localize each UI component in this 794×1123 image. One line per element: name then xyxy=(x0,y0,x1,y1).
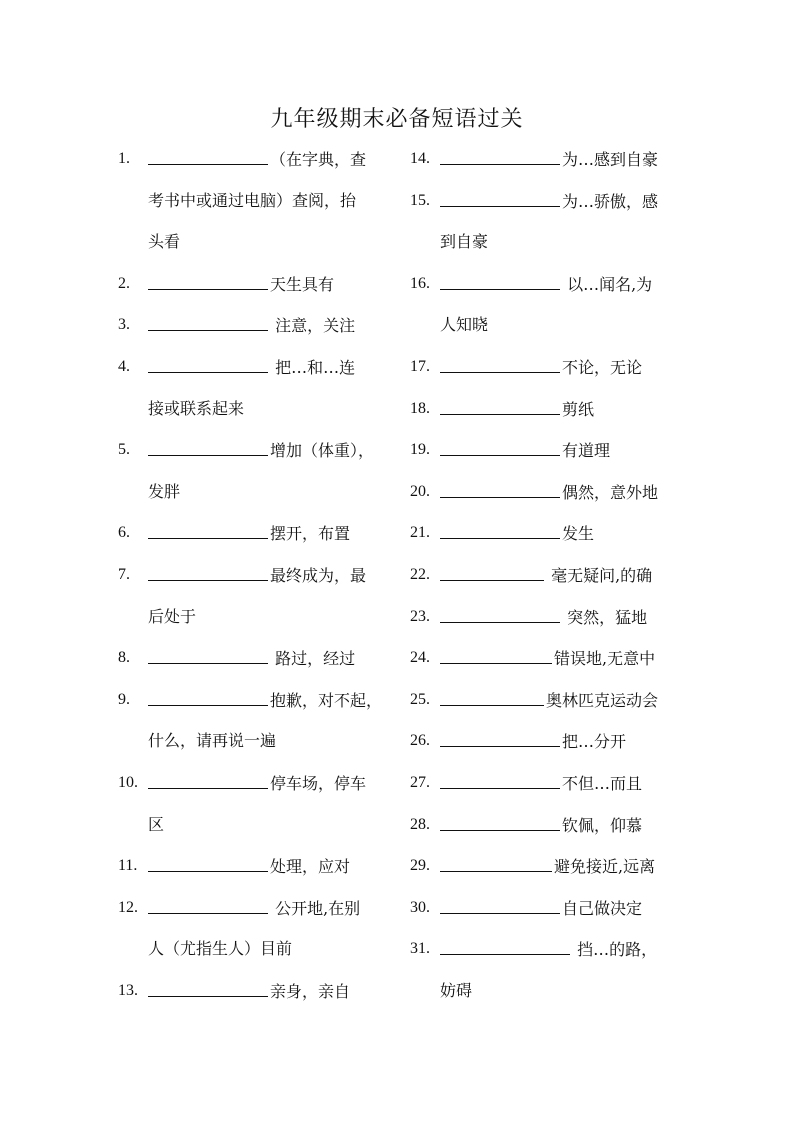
item-number: 21. xyxy=(410,524,430,542)
list-item xyxy=(118,519,388,561)
item-text: 突然，猛地 xyxy=(562,607,648,627)
list-item xyxy=(118,977,388,1019)
item-number: 29. xyxy=(410,857,430,875)
answer-blank[interactable] xyxy=(148,311,268,331)
item-text-continued: 到自豪 xyxy=(440,232,489,252)
item-number: 30. xyxy=(410,898,430,916)
item-text: 为…骄傲，感 xyxy=(562,191,659,211)
item-text: 避免接近,远离 xyxy=(554,857,656,877)
item-number: 23. xyxy=(410,607,430,625)
item-text: 毫无疑问,的确 xyxy=(546,565,653,585)
answer-blank[interactable] xyxy=(148,561,268,581)
item-text-continued: 考书中或通过电脑）查阅，抬 xyxy=(148,190,357,210)
item-number: 6. xyxy=(118,524,130,542)
list-item xyxy=(118,311,388,353)
answer-blank[interactable] xyxy=(148,519,268,539)
answer-blank[interactable] xyxy=(148,644,268,664)
item-text: 增加（体重）， xyxy=(270,441,375,461)
item-text: 摆开，布置 xyxy=(270,524,351,544)
list-item xyxy=(410,727,678,769)
item-number: 12. xyxy=(118,898,138,916)
item-number: 5. xyxy=(118,441,130,459)
item-text: 处理，应对 xyxy=(270,857,351,877)
item-text: 奥林匹克运动会 xyxy=(546,690,659,710)
list-item xyxy=(410,478,678,520)
item-number: 20. xyxy=(410,482,430,500)
item-text: 错误地,无意中 xyxy=(554,649,656,669)
list-item xyxy=(118,353,388,395)
item-text: 为…感到自豪 xyxy=(562,150,659,169)
list-item xyxy=(410,894,678,936)
item-number: 1. xyxy=(118,150,130,167)
item-number: 27. xyxy=(410,773,430,791)
answer-blank[interactable] xyxy=(440,935,570,955)
answer-blank[interactable] xyxy=(148,436,268,456)
answer-blank[interactable] xyxy=(440,187,560,207)
answer-blank[interactable] xyxy=(148,852,268,872)
list-item xyxy=(410,436,678,478)
list-item xyxy=(118,894,388,936)
answer-blank[interactable] xyxy=(440,561,544,581)
item-text: 有道理 xyxy=(562,441,611,461)
answer-blank[interactable] xyxy=(148,270,268,290)
list-item xyxy=(410,395,678,437)
item-text: 天生具有 xyxy=(270,274,335,294)
answer-blank[interactable] xyxy=(440,852,552,872)
item-number: 31. xyxy=(410,940,430,958)
answer-blank[interactable] xyxy=(148,353,268,373)
answer-blank[interactable] xyxy=(440,644,552,664)
list-item xyxy=(118,270,388,312)
item-number: 9. xyxy=(118,690,130,708)
answer-blank[interactable] xyxy=(148,145,268,165)
item-number: 15. xyxy=(410,191,430,209)
answer-blank[interactable] xyxy=(440,395,560,415)
answer-blank[interactable] xyxy=(148,686,268,706)
list-item xyxy=(118,561,388,603)
item-number: 22. xyxy=(410,565,430,583)
list-item xyxy=(410,561,678,603)
left-column xyxy=(118,145,388,1018)
item-number: 7. xyxy=(118,565,130,583)
answer-blank[interactable] xyxy=(148,977,268,997)
list-item xyxy=(410,353,678,395)
list-item xyxy=(118,686,388,728)
item-text: 挡…的路， xyxy=(572,940,658,960)
item-text-continued: 什么，请再说一遍 xyxy=(148,731,277,751)
answer-blank[interactable] xyxy=(440,353,560,373)
list-item xyxy=(410,519,678,561)
item-text-continued: 发胖 xyxy=(148,481,181,501)
item-number: 18. xyxy=(410,399,430,417)
item-text: 自己做决定 xyxy=(562,898,643,918)
list-item xyxy=(410,769,678,811)
item-text: 停车场，停车 xyxy=(270,773,367,793)
item-number: 11. xyxy=(118,857,138,875)
item-text: 钦佩，仰慕 xyxy=(562,815,643,835)
item-number: 19. xyxy=(410,441,430,459)
item-text: 亲身，亲自 xyxy=(270,981,351,1001)
list-item xyxy=(410,187,678,229)
item-number: 16. xyxy=(410,274,430,292)
list-item xyxy=(410,852,678,894)
item-text: 公开地,在别 xyxy=(270,898,361,918)
answer-blank[interactable] xyxy=(440,478,560,498)
item-text-continued: 接或联系起来 xyxy=(148,398,245,418)
item-number: 26. xyxy=(410,732,430,750)
item-number: 14. xyxy=(410,150,430,167)
item-text: 偶然，意外地 xyxy=(562,482,659,502)
item-number: 17. xyxy=(410,357,430,375)
item-number: 8. xyxy=(118,649,130,667)
list-item xyxy=(410,644,678,686)
item-text: 不论，无论 xyxy=(562,357,643,377)
item-number: 24. xyxy=(410,649,430,667)
answer-blank[interactable] xyxy=(440,519,560,539)
list-item xyxy=(410,686,678,728)
item-text: 以…闻名,为 xyxy=(562,274,653,294)
item-text: 不但…而且 xyxy=(562,773,643,793)
item-text: 注意，关注 xyxy=(270,316,356,336)
item-number: 2. xyxy=(118,274,130,292)
answer-blank[interactable] xyxy=(440,436,560,456)
answer-blank[interactable] xyxy=(440,686,544,706)
item-text: 路过，经过 xyxy=(270,649,356,669)
list-item xyxy=(410,603,678,645)
item-text-continued: 区 xyxy=(148,814,165,834)
item-number: 25. xyxy=(410,690,430,708)
list-item xyxy=(118,644,388,686)
answer-blank[interactable] xyxy=(440,811,560,831)
item-text: 抱歉，对不起， xyxy=(270,690,383,710)
answer-blank[interactable] xyxy=(148,769,268,789)
item-number: 28. xyxy=(410,815,430,833)
list-item xyxy=(410,811,678,853)
list-item xyxy=(410,935,678,977)
item-text: 剪纸 xyxy=(562,399,595,419)
item-text: 最终成为，最 xyxy=(270,565,367,585)
list-item xyxy=(118,769,388,811)
item-number: 3. xyxy=(118,316,130,334)
list-item xyxy=(118,145,388,187)
item-text-continued: 人知晓 xyxy=(440,315,489,335)
item-text-continued: 妨碍 xyxy=(440,980,473,1000)
item-number: 13. xyxy=(118,981,138,999)
item-text-continued: 后处于 xyxy=(148,606,197,626)
page-title: 九年级期末必备短语过关 xyxy=(270,107,524,132)
list-item xyxy=(410,145,678,187)
item-text-continued: 头看 xyxy=(148,232,181,252)
right-column xyxy=(410,145,678,1018)
answer-blank[interactable] xyxy=(440,769,560,789)
item-number: 10. xyxy=(118,773,138,791)
item-text-continued: 人（尤指生人）目前 xyxy=(148,939,293,959)
answer-blank[interactable] xyxy=(440,727,560,747)
answer-blank[interactable] xyxy=(440,145,560,165)
item-text: 把…分开 xyxy=(562,732,627,752)
item-number: 4. xyxy=(118,357,130,375)
item-text: （在字典，查 xyxy=(270,150,367,169)
answer-blank[interactable] xyxy=(440,603,560,623)
answer-blank[interactable] xyxy=(440,894,560,914)
answer-blank[interactable] xyxy=(440,270,560,290)
answer-blank[interactable] xyxy=(148,894,268,914)
list-item xyxy=(410,270,678,312)
item-text: 发生 xyxy=(562,524,595,544)
list-item xyxy=(118,852,388,894)
item-text: 把…和…连 xyxy=(270,357,356,377)
list-item xyxy=(118,436,388,478)
